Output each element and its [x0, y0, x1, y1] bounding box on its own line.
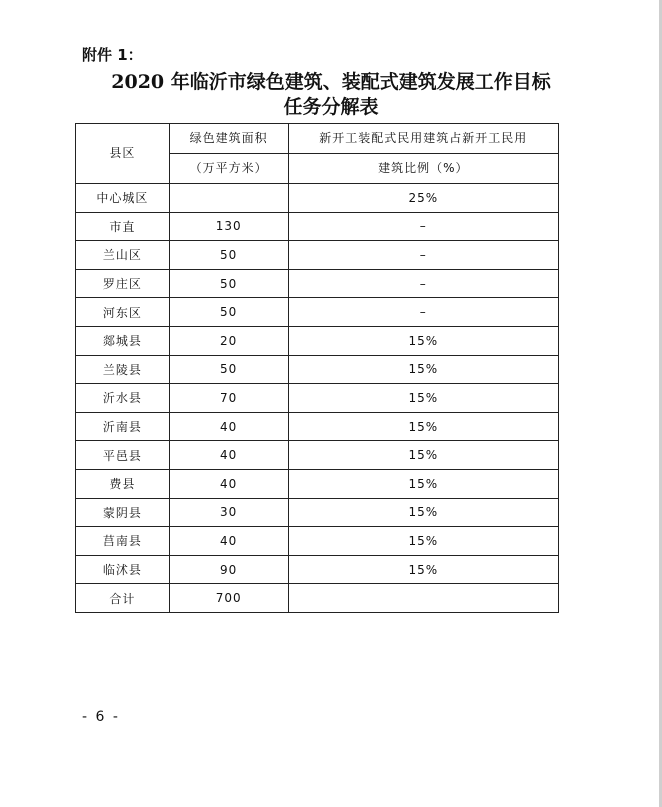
- ratio-cell: 15%: [288, 469, 558, 498]
- table-row: [76, 498, 559, 527]
- area-cell: 50: [169, 298, 288, 327]
- ratio-cell: –: [288, 212, 558, 241]
- area-cell: 30: [169, 498, 288, 527]
- area-cell: 50: [169, 355, 288, 384]
- area-cell: 40: [169, 527, 288, 556]
- district-cell: 沂南县: [76, 412, 170, 441]
- district-cell: 兰陵县: [76, 355, 170, 384]
- table-row: [76, 384, 559, 413]
- document-title-line-2: 任务分解表: [283, 96, 379, 118]
- table-body: [76, 184, 559, 613]
- district-cell: 莒南县: [76, 527, 170, 556]
- ratio-cell: –: [288, 241, 558, 270]
- task-breakdown-table: [75, 123, 559, 613]
- ratio-cell: 15%: [288, 498, 558, 527]
- ratio-cell: 15%: [288, 355, 558, 384]
- header-ratio-line-1: 新开工装配式民用建筑占新开工民用: [288, 124, 558, 154]
- table-row: [76, 326, 559, 355]
- district-cell: 罗庄区: [76, 269, 170, 298]
- ratio-cell: 15%: [288, 555, 558, 584]
- table-row: [76, 269, 559, 298]
- area-cell: 50: [169, 269, 288, 298]
- table-row: [76, 527, 559, 556]
- header-area-line-1: 绿色建筑面积: [169, 124, 288, 154]
- ratio-cell: 15%: [288, 441, 558, 470]
- district-cell: 平邑县: [76, 441, 170, 470]
- area-cell: 70: [169, 384, 288, 413]
- district-cell: 沂水县: [76, 384, 170, 413]
- table-row: [76, 184, 559, 213]
- table-row: [76, 469, 559, 498]
- ratio-cell: –: [288, 298, 558, 327]
- page-number: - 6 -: [82, 709, 120, 725]
- table-row: [76, 212, 559, 241]
- table-row: [76, 584, 559, 613]
- area-cell: 700: [169, 584, 288, 613]
- table-row: [76, 555, 559, 584]
- table-row: [76, 355, 559, 384]
- district-cell: 费县: [76, 469, 170, 498]
- district-cell: 合计: [76, 584, 170, 613]
- header-area-line-2: （万平方米）: [169, 154, 288, 184]
- ratio-cell: 15%: [288, 412, 558, 441]
- area-cell: 20: [169, 326, 288, 355]
- area-cell: [169, 184, 288, 213]
- area-cell: 40: [169, 469, 288, 498]
- table-row: [76, 241, 559, 270]
- ratio-cell: 25%: [288, 184, 558, 213]
- ratio-cell: 15%: [288, 326, 558, 355]
- area-cell: 40: [169, 412, 288, 441]
- district-cell: 中心城区: [76, 184, 170, 213]
- district-cell: 临沭县: [76, 555, 170, 584]
- district-cell: 郯城县: [76, 326, 170, 355]
- area-cell: 50: [169, 241, 288, 270]
- district-cell: 兰山区: [76, 241, 170, 270]
- document-title-line-1: 2020 年临沂市绿色建筑、装配式建筑发展工作目标: [111, 71, 551, 93]
- header-ratio-line-2: 建筑比例（%）: [288, 154, 558, 184]
- area-cell: 130: [169, 212, 288, 241]
- district-cell: 市直: [76, 212, 170, 241]
- table-row: [76, 412, 559, 441]
- table-row: [76, 441, 559, 470]
- attachment-label: 附件 1：: [82, 46, 143, 64]
- ratio-cell: 15%: [288, 527, 558, 556]
- ratio-cell: 15%: [288, 384, 558, 413]
- ratio-cell: –: [288, 269, 558, 298]
- area-cell: 40: [169, 441, 288, 470]
- area-cell: 90: [169, 555, 288, 584]
- table-row: [76, 298, 559, 327]
- district-cell: 蒙阴县: [76, 498, 170, 527]
- district-cell: 河东区: [76, 298, 170, 327]
- header-district: 县区: [76, 124, 170, 184]
- ratio-cell: [288, 584, 558, 613]
